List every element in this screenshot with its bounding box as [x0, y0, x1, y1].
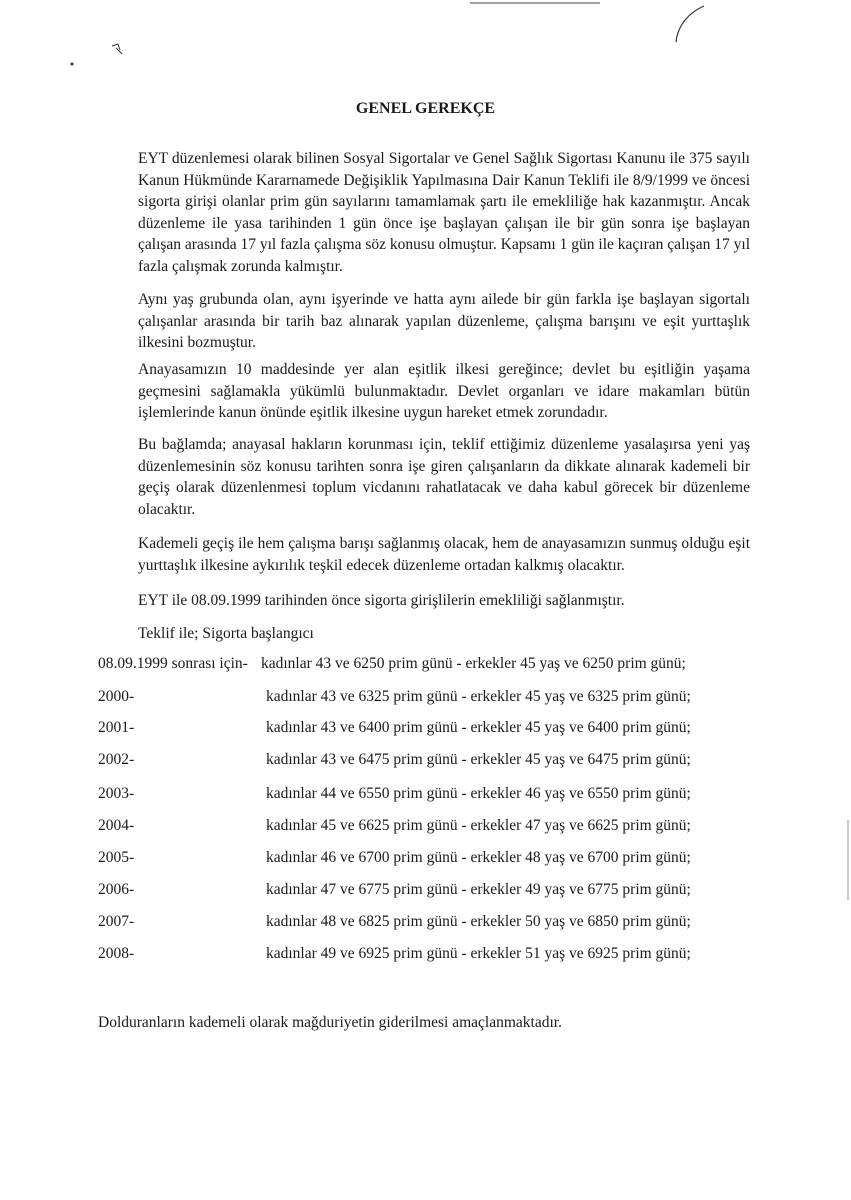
paragraph-1: EYT düzenlemesi olarak bilinen Sosyal Sigortalar ve Genel Sağlık Sigortası Kanunu ile 375 sayılı Kanun Hükmünde Kararnamede Değişiklik Yapılmasına Dair Kanun Teklifi ile 8/9/1999 ve öncesi sigorta girişi olanlar prim gün sayılarını tamamlamak şartı ile emekliliğe hak kazanmıştır. Ancak düzenleme ile yasa tarihinden 1 gün önce işe başlayan çalışan ile bir gün sonra işe başlayan çalışan arasında 17 yıl fazla çalışma söz konusu olmuştur. Kapsamı 1 gün ile kaçıran çalışan 17 yıl fazla çalışmak zorunda kalmıştır. — [138, 150, 750, 275]
schedule-year: 2001- — [98, 719, 135, 736]
schedule-row — [98, 849, 743, 873]
paragraph-3: Anayasamızın 10 maddesinde yer alan eşitlik ilkesi gereğince; devlet bu eşitliğin yaşama geçmesini sağlamakla yükümlü bulunmaktadır. Devlet organları ve idare makamları bütün işlemlerinde kanun önünde eşitlik ilkesine uygun hareket etmek zorundadır. — [138, 361, 750, 421]
paragraph-4: Bu bağlamda; anayasal hakların korunması için, teklif ettiğimiz düzenleme yasalaşırsa yeni yaş düzenlemesinin söz konusu tarihten sonra işe giren çalışanların da dikkate alınarak kademeli bir geçiş olarak düzenlenmesi toplum vicdanını rahatlatacak ve daha kabul görecek bir düzenleme olacaktır. — [138, 436, 750, 518]
schedule-row — [98, 913, 743, 937]
schedule-row — [98, 751, 743, 775]
schedule-year: 2006- — [98, 881, 135, 898]
schedule-year: 2007- — [98, 913, 135, 930]
schedule-row — [98, 655, 743, 679]
schedule-desc: kadınlar 43 ve 6325 prim günü - erkekler 45 yaş ve 6325 prim günü; — [266, 688, 691, 705]
schedule-desc: kadınlar 48 ve 6825 prim günü - erkekler 50 yaş ve 6850 prim günü; — [266, 913, 691, 930]
schedule-row — [98, 719, 743, 743]
document-title: GENEL GEREKÇE — [355, 100, 496, 117]
schedule-desc: kadınlar 43 ve 6475 prim günü - erkekler 45 yaş ve 6475 prim günü; — [266, 751, 691, 768]
schedule-desc: kadınlar 47 ve 6775 prim günü - erkekler 49 yaş ve 6775 prim günü; — [266, 881, 691, 898]
closing-statement: Dolduranların kademeli olarak mağduriyetin giderilmesi amaçlanmaktadır. — [98, 1014, 562, 1031]
schedule-year: 2000- — [98, 688, 135, 705]
schedule-year: 2008- — [98, 945, 135, 962]
teklif-line: Teklif ile; Sigorta başlangıcı — [138, 625, 314, 642]
schedule-row — [98, 945, 743, 969]
schedule-desc: kadınlar 44 ve 6550 prim günü - erkekler 46 yaş ve 6550 prim günü; — [266, 785, 691, 802]
schedule-desc: kadınlar 43 ve 6400 prim günü - erkekler 45 yaş ve 6400 prim günü; — [266, 719, 691, 736]
schedule-desc: kadınlar 43 ve 6250 prim günü - erkekler 45 yaş ve 6250 prim günü; — [261, 655, 686, 672]
schedule-year: 08.09.1999 sonrası için- — [98, 655, 248, 672]
paragraph-5: Kademeli geçiş ile hem çalışma barışı sağlanmış olacak, hem de anayasamızın sunmuş olduğu eşit yurttaşlık ilkesine aykırılık teşkil edecek düzenleme ortadan kalkmış olacaktır. — [138, 535, 750, 574]
schedule-row — [98, 785, 743, 809]
schedule-desc: kadınlar 45 ve 6625 prim günü - erkekler 47 yaş ve 6625 prim günü; — [266, 817, 691, 834]
schedule-row — [98, 817, 743, 841]
schedule-row — [98, 688, 743, 712]
schedule-row — [98, 881, 743, 905]
dot-mark — [71, 63, 74, 66]
eyt-line: EYT ile 08.09.1999 tarihinden önce sigorta girişlilerin emekliliği sağlanmıştır. — [138, 592, 625, 609]
schedule-desc: kadınlar 46 ve 6700 prim günü - erkekler 48 yaş ve 6700 prim günü; — [266, 849, 691, 866]
schedule-year: 2002- — [98, 751, 135, 768]
handwritten-curve-mark — [676, 6, 704, 42]
scribble-mark — [112, 44, 122, 54]
schedule-desc: kadınlar 49 ve 6925 prim günü - erkekler 51 yaş ve 6925 prim günü; — [266, 945, 691, 962]
schedule-year: 2005- — [98, 849, 135, 866]
paragraph-2: Aynı yaş grubunda olan, aynı işyerinde ve hatta aynı ailede bir gün farkla işe başlayan sigortalı çalışanlar arasında bir tarih baz alınarak yapılan düzenleme, çalışma barışını ve eşit yurttaşlık ilkesini bozmuştur. — [138, 291, 750, 351]
schedule-year: 2003- — [98, 785, 135, 802]
schedule-year: 2004- — [98, 817, 135, 834]
